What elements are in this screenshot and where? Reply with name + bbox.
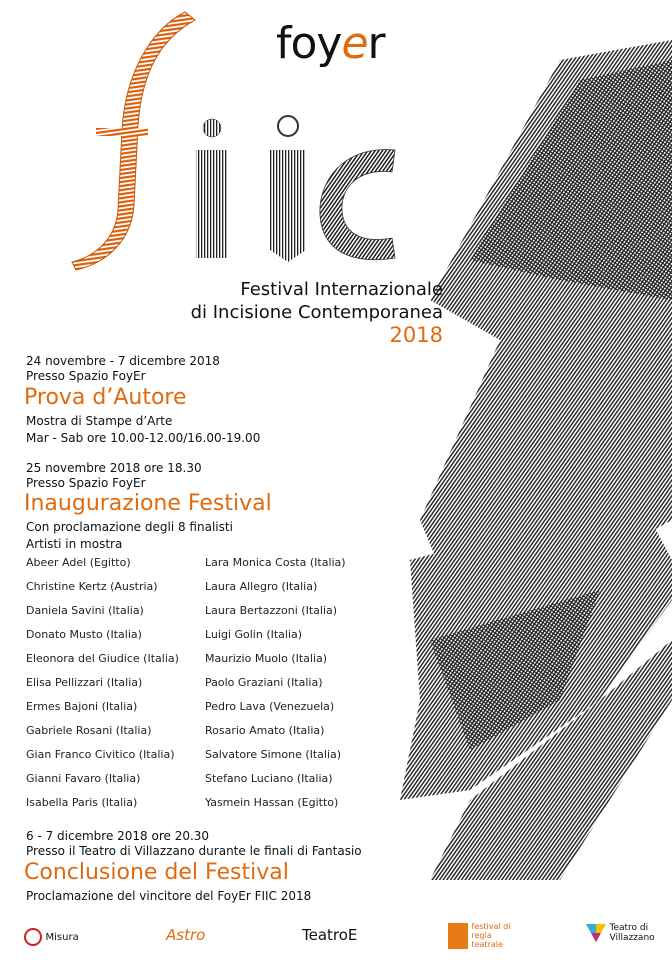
artist-left: Abeer Adel (Egitto) (26, 556, 131, 569)
foyer-logo (276, 18, 385, 70)
brand-suffix: r (367, 18, 385, 69)
event2-title: Inaugurazione Festival (24, 491, 272, 516)
letter-f-artwork (72, 12, 195, 270)
misura-logo: Misura (24, 928, 79, 946)
villazzano-line-1: Teatro di (609, 923, 649, 933)
artist-left: Eleonora del Giudice (Italia) (26, 652, 179, 665)
villazzano-triangle-icon (586, 922, 606, 944)
astro-logo: Astro (166, 926, 206, 944)
event2-place: Presso Spazio FoyEr (26, 476, 146, 490)
artist-left: Gian Franco Civitico (Italia) (26, 748, 175, 761)
title-line-1: Festival Internazionale (240, 279, 443, 300)
teatroe-logo: TeatroE (302, 926, 358, 944)
letter-i-artwork (196, 119, 228, 258)
villazzano-line-2: Villazzano (609, 933, 655, 943)
artist-right: Maurizio Muolo (Italia) (205, 652, 328, 665)
letter-i2-artwork (270, 116, 306, 262)
artist-right: Pedro Lava (Venezuela) (205, 700, 335, 713)
festival-year: 2018 (389, 323, 443, 347)
artist-right: Salvatore Simone (Italia) (205, 748, 342, 761)
hatched-engraving (400, 40, 672, 880)
event1-place: Presso Spazio FoyEr (26, 369, 146, 383)
event2-date: 25 novembre 2018 ore 18.30 (26, 461, 202, 475)
event1-title: Prova d’Autore (24, 385, 187, 410)
festival-title (143, 278, 443, 348)
event1-line2: Mar - Sab ore 10.00-12.00/16.00-19.00 (26, 431, 261, 445)
artist-left: Daniela Savini (Italia) (26, 604, 144, 617)
artist-right: Rosario Amato (Italia) (205, 724, 325, 737)
event2-line1: Con proclamazione degli 8 finalisti (26, 520, 233, 534)
event1-line1: Mostra di Stampe d’Arte (26, 414, 173, 428)
artist-right: Laura Allegro (Italia) (205, 580, 318, 593)
event2-line2: Artisti in mostra (26, 537, 123, 551)
event3-line1: Proclamazione del vincitore del FoyEr FIIC 2018 (26, 889, 312, 903)
artist-right: Stefano Luciano (Italia) (205, 772, 333, 785)
artist-left: Gianni Favaro (Italia) (26, 772, 141, 785)
title-line-2: di Incisione Contemporanea 2018 (190, 302, 443, 347)
teatro-villazzano-logo (586, 922, 655, 944)
letter-c-artwork (320, 150, 395, 260)
artist-left: Gabriele Rosani (Italia) (26, 724, 152, 737)
festival-regia-icon (448, 923, 468, 949)
artist-right: Yasmein Hassan (Egitto) (205, 796, 339, 809)
artist-left: Elisa Pellizzari (Italia) (26, 676, 143, 689)
brand-prefix: foy (276, 18, 342, 69)
event1-date: 24 novembre - 7 dicembre 2018 (26, 354, 220, 368)
artist-right: Paolo Graziani (Italia) (205, 676, 323, 689)
artist-left: Isabella Paris (Italia) (26, 796, 138, 809)
sponsor-logos (0, 918, 672, 958)
artist-right: Lara Monica Costa (Italia) (205, 556, 346, 569)
brand-e: e (341, 18, 368, 69)
event3-title: Conclusione del Festival (24, 860, 289, 885)
festival-regia-logo: festival di regia teatrale (448, 922, 516, 949)
artist-left: Donato Musto (Italia) (26, 628, 142, 641)
artist-left: Christine Kertz (Austria) (26, 580, 158, 593)
artist-left: Ermes Bajoni (Italia) (26, 700, 138, 713)
artist-right: Luigi Golin (Italia) (205, 628, 303, 641)
artist-right: Laura Bertazzoni (Italia) (205, 604, 338, 617)
misura-icon (24, 928, 42, 946)
event3-date: 6 - 7 dicembre 2018 ore 20.30 (26, 829, 210, 843)
event3-place: Presso il Teatro di Villazzano durante le finali di Fantasio (26, 844, 362, 858)
